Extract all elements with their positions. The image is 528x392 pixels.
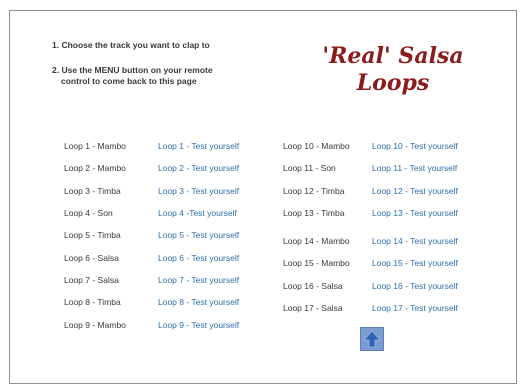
loop-label[interactable]: Loop 4 - Son <box>64 208 113 218</box>
loop-row <box>283 141 350 152</box>
loop-label[interactable]: Loop 12 - Timba <box>283 186 345 196</box>
loop-row <box>158 163 239 174</box>
loop-label[interactable]: Loop 6 - Salsa <box>64 253 119 263</box>
test-yourself-link[interactable]: Loop 7 - Test yourself <box>158 275 240 285</box>
page-title-line-2: Loops <box>356 70 430 96</box>
test-yourself-link[interactable]: Loop 15 - Test yourself <box>372 258 458 268</box>
loop-label[interactable]: Loop 1 - Mambo <box>64 141 126 151</box>
loop-label[interactable]: Loop 17 - Salsa <box>283 303 343 313</box>
loop-label[interactable]: Loop 13 - Timba <box>283 208 345 218</box>
loop-row <box>283 163 336 174</box>
loop-row <box>283 281 343 292</box>
loop-row <box>158 275 239 286</box>
loop-row <box>64 275 119 286</box>
loop-row <box>64 297 121 308</box>
test-yourself-link[interactable]: Loop 6 - Test yourself <box>158 253 240 263</box>
loop-row <box>283 208 344 219</box>
instruction-step-2-line-1: 2. Use the MENU button on your remote <box>52 65 213 75</box>
test-yourself-link[interactable]: Loop 10 - Test yourself <box>372 141 458 151</box>
test-yourself-link[interactable]: Loop 5 - Test yourself <box>158 230 240 240</box>
loop-label[interactable]: Loop 5 - Timba <box>64 230 121 240</box>
loop-row <box>64 186 121 197</box>
loop-row <box>158 253 239 264</box>
test-yourself-link[interactable]: Loop 8 - Test yourself <box>158 297 240 307</box>
loop-row <box>372 236 458 247</box>
loop-row <box>372 303 458 314</box>
loop-row <box>158 208 237 219</box>
instruction-step-2-line-2: control to come back to this page <box>61 76 197 86</box>
loop-label[interactable]: Loop 10 - Mambo <box>283 141 350 151</box>
loop-row <box>158 230 239 241</box>
loop-row <box>283 236 350 247</box>
loop-row <box>64 141 126 152</box>
loop-row <box>283 303 343 314</box>
arrow-up-icon <box>361 328 383 350</box>
test-yourself-link[interactable]: Loop 17 - Test yourself <box>372 303 458 313</box>
test-yourself-link[interactable]: Loop 11 - Test yourself <box>372 163 458 173</box>
test-yourself-link[interactable]: Loop 3 - Test yourself <box>158 186 240 196</box>
loop-label[interactable]: Loop 16 - Salsa <box>283 281 343 291</box>
loop-label[interactable]: Loop 2 - Mambo <box>64 163 126 173</box>
loop-row <box>158 186 239 197</box>
loop-label[interactable]: Loop 9 - Mambo <box>64 320 126 330</box>
test-yourself-link[interactable]: Loop 12 - Test yourself <box>372 186 458 196</box>
loop-row <box>64 163 126 174</box>
test-yourself-link[interactable]: Loop 14 - Test yourself <box>372 236 458 246</box>
instruction-step-1: 1. Choose the track you want to clap to <box>52 40 210 50</box>
loop-label[interactable]: Loop 8 - Timba <box>64 297 121 307</box>
loop-row <box>283 186 344 197</box>
loop-row <box>372 208 458 219</box>
loop-row <box>283 258 350 269</box>
loop-row <box>372 141 458 152</box>
page-title <box>318 43 468 97</box>
test-yourself-link[interactable]: Loop 16 - Test yourself <box>372 281 458 291</box>
loop-row <box>372 163 457 174</box>
test-yourself-link[interactable]: Loop 4 -Test yourself <box>158 208 237 218</box>
instruction-step-2 <box>52 65 252 87</box>
test-yourself-link[interactable]: Loop 1 - Test yourself <box>158 141 240 151</box>
loop-label[interactable]: Loop 11 - Son <box>283 163 336 173</box>
loop-row <box>372 186 458 197</box>
loop-row <box>372 258 458 269</box>
loop-row <box>158 141 239 152</box>
loop-row <box>64 253 119 264</box>
up-button[interactable] <box>360 327 384 351</box>
loop-row <box>64 230 121 241</box>
loop-label[interactable]: Loop 14 - Mambo <box>283 236 350 246</box>
test-yourself-link[interactable]: Loop 13 - Test yourself <box>372 208 458 218</box>
test-yourself-link[interactable]: Loop 2 - Test yourself <box>158 163 240 173</box>
loop-row <box>64 208 113 219</box>
page-title-line-1: 'Real' Salsa <box>322 43 464 69</box>
loop-label[interactable]: Loop 3 - Timba <box>64 186 121 196</box>
loop-label[interactable]: Loop 15 - Mambo <box>283 258 350 268</box>
loop-row <box>64 320 126 331</box>
loop-label[interactable]: Loop 7 - Salsa <box>64 275 119 285</box>
loop-row <box>158 297 239 308</box>
test-yourself-link[interactable]: Loop 9 - Test yourself <box>158 320 240 330</box>
loop-row <box>158 320 239 331</box>
loop-row <box>372 281 458 292</box>
